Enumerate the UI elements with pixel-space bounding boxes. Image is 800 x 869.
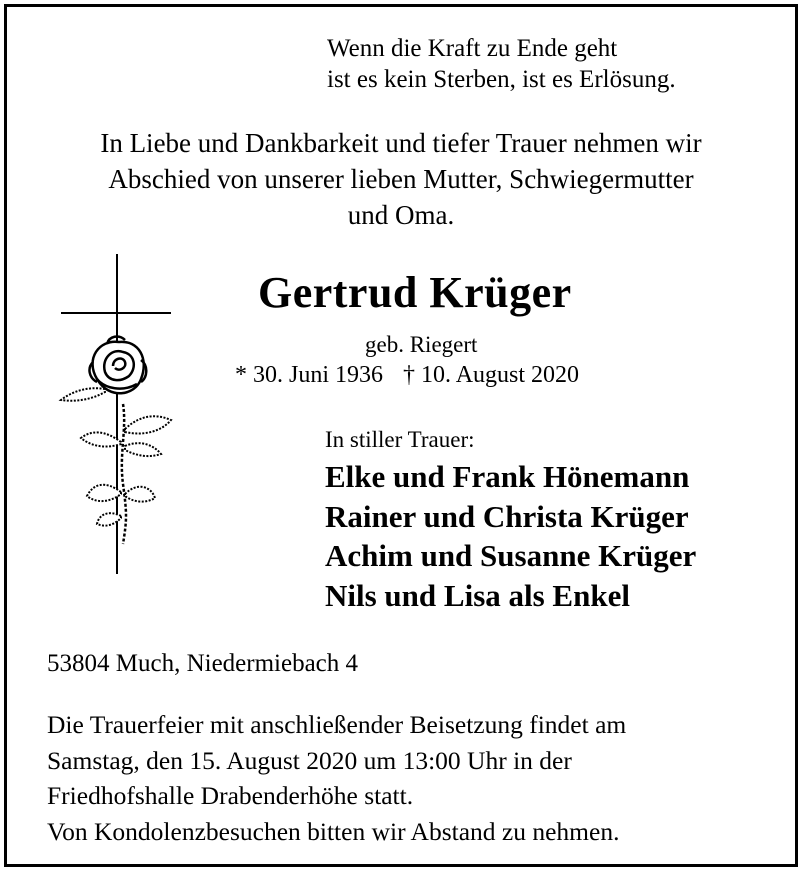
motto-line: Wenn die Kraft zu Ende geht bbox=[327, 35, 618, 62]
intro-line: Abschied von unserer lieben Mutter, Schwiegermutter bbox=[108, 164, 694, 194]
birth-date: * 30. Juni 1936 bbox=[235, 362, 384, 388]
intro-line: und Oma. bbox=[347, 200, 455, 230]
intro-line: In Liebe und Dankbarkeit und tiefer Trauer nehmen wir bbox=[100, 128, 702, 158]
service-line: Samstag, den 15. August 2020 um 13:00 Uhr in der bbox=[47, 745, 572, 775]
mourner-name: Elke und Frank Hönemann bbox=[325, 459, 690, 494]
obituary-notice bbox=[4, 4, 798, 867]
cross-with-rose-icon bbox=[57, 254, 177, 579]
service-line: Die Trauerfeier mit anschließender Beisetzung findet am bbox=[47, 710, 627, 739]
service-info bbox=[47, 707, 626, 849]
service-line: Von Kondolenzbesuchen bitten wir Abstand zu nehmen. bbox=[47, 816, 620, 846]
deceased-name: Gertrud Krüger bbox=[258, 268, 572, 317]
mourners-list bbox=[325, 457, 696, 615]
death-date: † 10. August 2020 bbox=[403, 362, 580, 388]
mourners-label: In stiller Trauer: bbox=[325, 427, 475, 452]
life-dates bbox=[235, 362, 599, 389]
address: 53804 Much, Niedermiebach 4 bbox=[47, 650, 359, 677]
mourner-name: Rainer und Christa Krüger bbox=[325, 498, 689, 534]
birth-name: geb. Riegert bbox=[365, 332, 478, 357]
mourner-name: Achim und Susanne Krüger bbox=[325, 538, 697, 573]
motto-line: ist es kein Sterben, ist es Erlösung. bbox=[327, 66, 676, 93]
service-line: Friedhofshalle Drabenderhöhe statt. bbox=[47, 781, 414, 810]
intro-text bbox=[7, 125, 795, 233]
mourner-name: Nils und Lisa als Enkel bbox=[325, 577, 630, 613]
motto bbox=[327, 33, 676, 95]
